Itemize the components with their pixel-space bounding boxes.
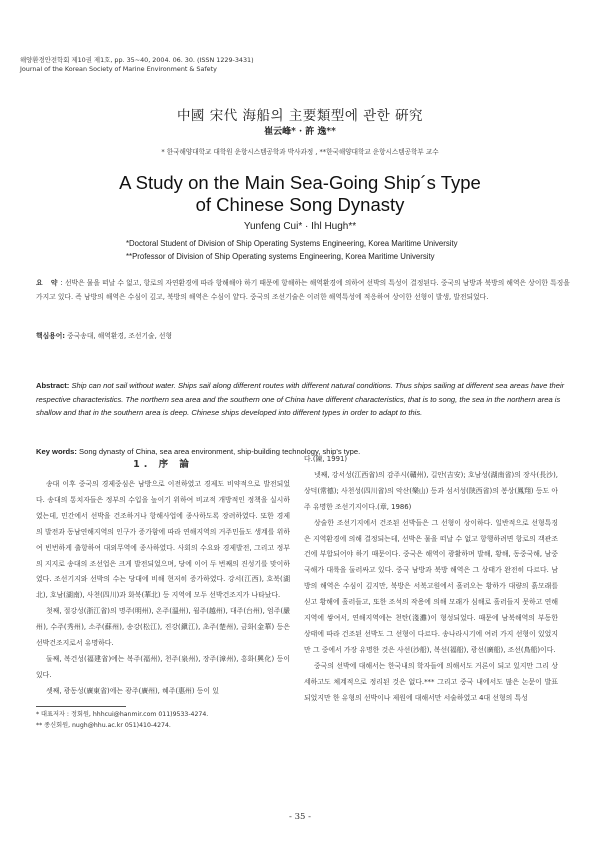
paragraph: 셋째, 광동성(廣東省)에는 광주(廣州), 혜주(惠州) 등이 있: [46, 686, 219, 695]
keywords-korean-text: 중국송대, 해역환경, 조선기술, 선형: [64, 332, 173, 340]
authors-korean: 崔云峰* · 許 逸**: [264, 127, 336, 137]
paragraph: 중국의 선박에 대해서는 한국내의 학자들에 의해서도 거론이 되고 있지만 그리 상세하고도 체계적으로 정리된 것은 없다.*** 그리고 중국 내에서도 많은 논문이 발표되었지만 한 유형의 선박이나 제원에 대해서만 서술하였고 4대 선형의 특성: [304, 661, 558, 702]
footnote-2: ** 종신회원, nugh@hhu.ac.kr 051)410-4274.: [36, 721, 171, 729]
abstract-korean: [36, 277, 570, 304]
abstract-korean-text: : 선박은 물을 떠날 수 없고, 항로의 자연환경에 따라 항해해야 하기 때문에 항해하는 해역환경에 의하여 선박의 특성이 결정된다. 중국의 남방과 북방의 해역은 상이한 특징을 가지고 있다. 즉 남방의 해역은 수심이 깊고, 북방의 해역은 수심이 얕다. 중국의 조선기술은 이러한 해역특성에 적응하여 상이한 선형이 발생, 발전되었다.: [36, 279, 570, 301]
paragraph: 넷째, 강서성(江西省)의 감주시(贛州), 길안(吉安); 호남성(湖南省)의 장사(長沙), 상덕(常德); 사천성(四川省)의 악산(樂山) 등과 섬서성(陝西省)의 봉상(鳳翔) 등도 아주 유명한 조선기지이다.(章, 1986): [304, 470, 558, 511]
abstract-korean-label: 요 약: [36, 279, 61, 287]
abstract-english: [36, 379, 568, 420]
affiliation-english: [126, 238, 458, 263]
journal-header: [20, 56, 254, 74]
right-column: [304, 452, 558, 707]
title-korean: 中國 宋代 海船의 主要類型에 관한 硏究: [176, 108, 424, 124]
paragraph: 첫째, 절강성(浙江省)의 명주(明州), 온주(溫州), 월주(越州), 대주(台州), 엄주(嚴州), 수주(秀州), 소주(蘇州), 송강(松江), 진강(鎭江), 초주(楚州), 금화(金華) 등은 선박건조지로서 유명하다.: [36, 607, 290, 648]
left-column: [36, 457, 290, 731]
journal-citation: 해양환경안전학회 제10권 제1호, pp. 35~40, 2004. 06. 30. (ISSN 1229-3431): [20, 56, 254, 64]
footnote-divider: [36, 706, 126, 707]
title-english: [0, 172, 600, 216]
section-heading-introduction: 1. 序 論: [133, 459, 193, 470]
title-english-line2: of Chinese Song Dynasty: [195, 194, 405, 215]
affiliation-english-1: *Doctoral Student of Division of Ship Operating Systems Engineering, Korea Maritime University: [126, 239, 458, 248]
journal-name: Journal of the Korean Society of Marine Environment & Safety: [20, 65, 217, 73]
keywords-korean: [36, 330, 172, 340]
keywords-english-label: Key words:: [36, 447, 77, 456]
paragraph: 상술한 조선기지에서 건조된 선박들은 그 선형이 상이하다. 일반적으로 선형특징은 지역환경에 의해 결정되는데, 선박은 물을 떠날 수 없고 항행하려면 항로의 객관조건에 부합되어야 하기 때문이다. 중국은 해역이 광활하며 발해, 황해, 동중국해, 남중국해가 대륙을 둘러싸고 있다. 중국 남방과 북방 해역은 그 상태가 완전히 다르다. 남방의 해역은 수심이 깊지만, 북방은 서북고원에서 흘러오는 황하가 대량의 흙모래를 싣고 황해에 흘러들고, 또한 조석의 작용에 의해 모래가 심해로 흘러들지 못하고 연해지역에 쌓여서, 연해지역에는 천탄(淺灘)이 형성되었다. 때문에 남북해역의 부동한 상태에 따라 건조된 선박도 그 선형이 다르다. 송나라시기에 여러 가지 선형이 있었지만 그 중에서 가장 유명한 것은 사선(沙船), 복선(福船), 광선(廣船), 조선(鳥船)이다.: [304, 518, 558, 654]
keywords-korean-label: 핵심용어:: [36, 332, 65, 340]
abstract-english-label: Abstract:: [36, 381, 70, 390]
title-english-line1: A Study on the Main Sea-Going Ship´s Type: [119, 172, 481, 193]
paragraph: 다.(陳, 1991): [304, 455, 348, 463]
authors-english: Yunfeng Cui* · Ihl Hugh**: [243, 221, 357, 232]
keywords-english-text: Song dynasty of China, sea area environment, ship-building technology, ship's type.: [76, 447, 361, 456]
footnote-1: * 대표저자 : 정회원, hhhcui@hanmir.com 011)9533-4274.: [36, 710, 209, 718]
paragraph: 둘째, 복건성(福建省)에는 복주(福州), 천주(泉州), 장주(漳州), 흥화(興化) 등이 있다.: [36, 654, 290, 679]
abstract-english-text: Ship can not sail without water. Ships sail along different routes with different natural conditions. Thus ships sailing at different sea areas have their respective characteristics. The northern sea area and the southern one of China have different characteristics, that is to song, the sea in the northern area is shallow and that in the southern area is deep. Chinese ships developed into different types in order to adapt to this.: [36, 381, 565, 418]
affiliation-english-2: **Professor of Division of Ship Operating systems Engineering, Korea Maritime University: [126, 251, 435, 261]
page-number: - 35 -: [289, 812, 311, 822]
affiliation-korean: * 한국해양대학교 대학원 운항시스템공학과 박사과정 , **한국해양대학교 운항시스템공학부 교수: [161, 148, 439, 156]
paragraph: 송대 이후 중국의 경제중심은 남방으로 이전하였고 경제도 비약적으로 발전되었다. 송대의 통치자들은 정부의 수입을 높이기 위하여 비교적 개방적인 정책을 실시하였는데, 민간에서 선박을 건조하거나 항해사업에 종사하도록 장려하였다. 또한 경제의 발전과 동남연해지역의 인구가 증가함에 따라 연해지역의 거주민들도 생계를 위하여 빈번하게 출항하여 대외무역에 종사하였다. 사회의 수요와 경제발전, 그리고 정부의 지지로 송대의 조선업은 크게 발전되었으며, 당에 이어 두 번째의 진성기를 맞이하였다. 조선기지와 선박의 수는 당대에 비해 현저히 증가하였다. 강서(江西), 호북(湖北), 호남(湖南), 사천(四川)과 화북(華北) 등 지역에 모두 선박건조지가 나타났다.: [36, 480, 290, 600]
footnotes: [36, 709, 290, 731]
